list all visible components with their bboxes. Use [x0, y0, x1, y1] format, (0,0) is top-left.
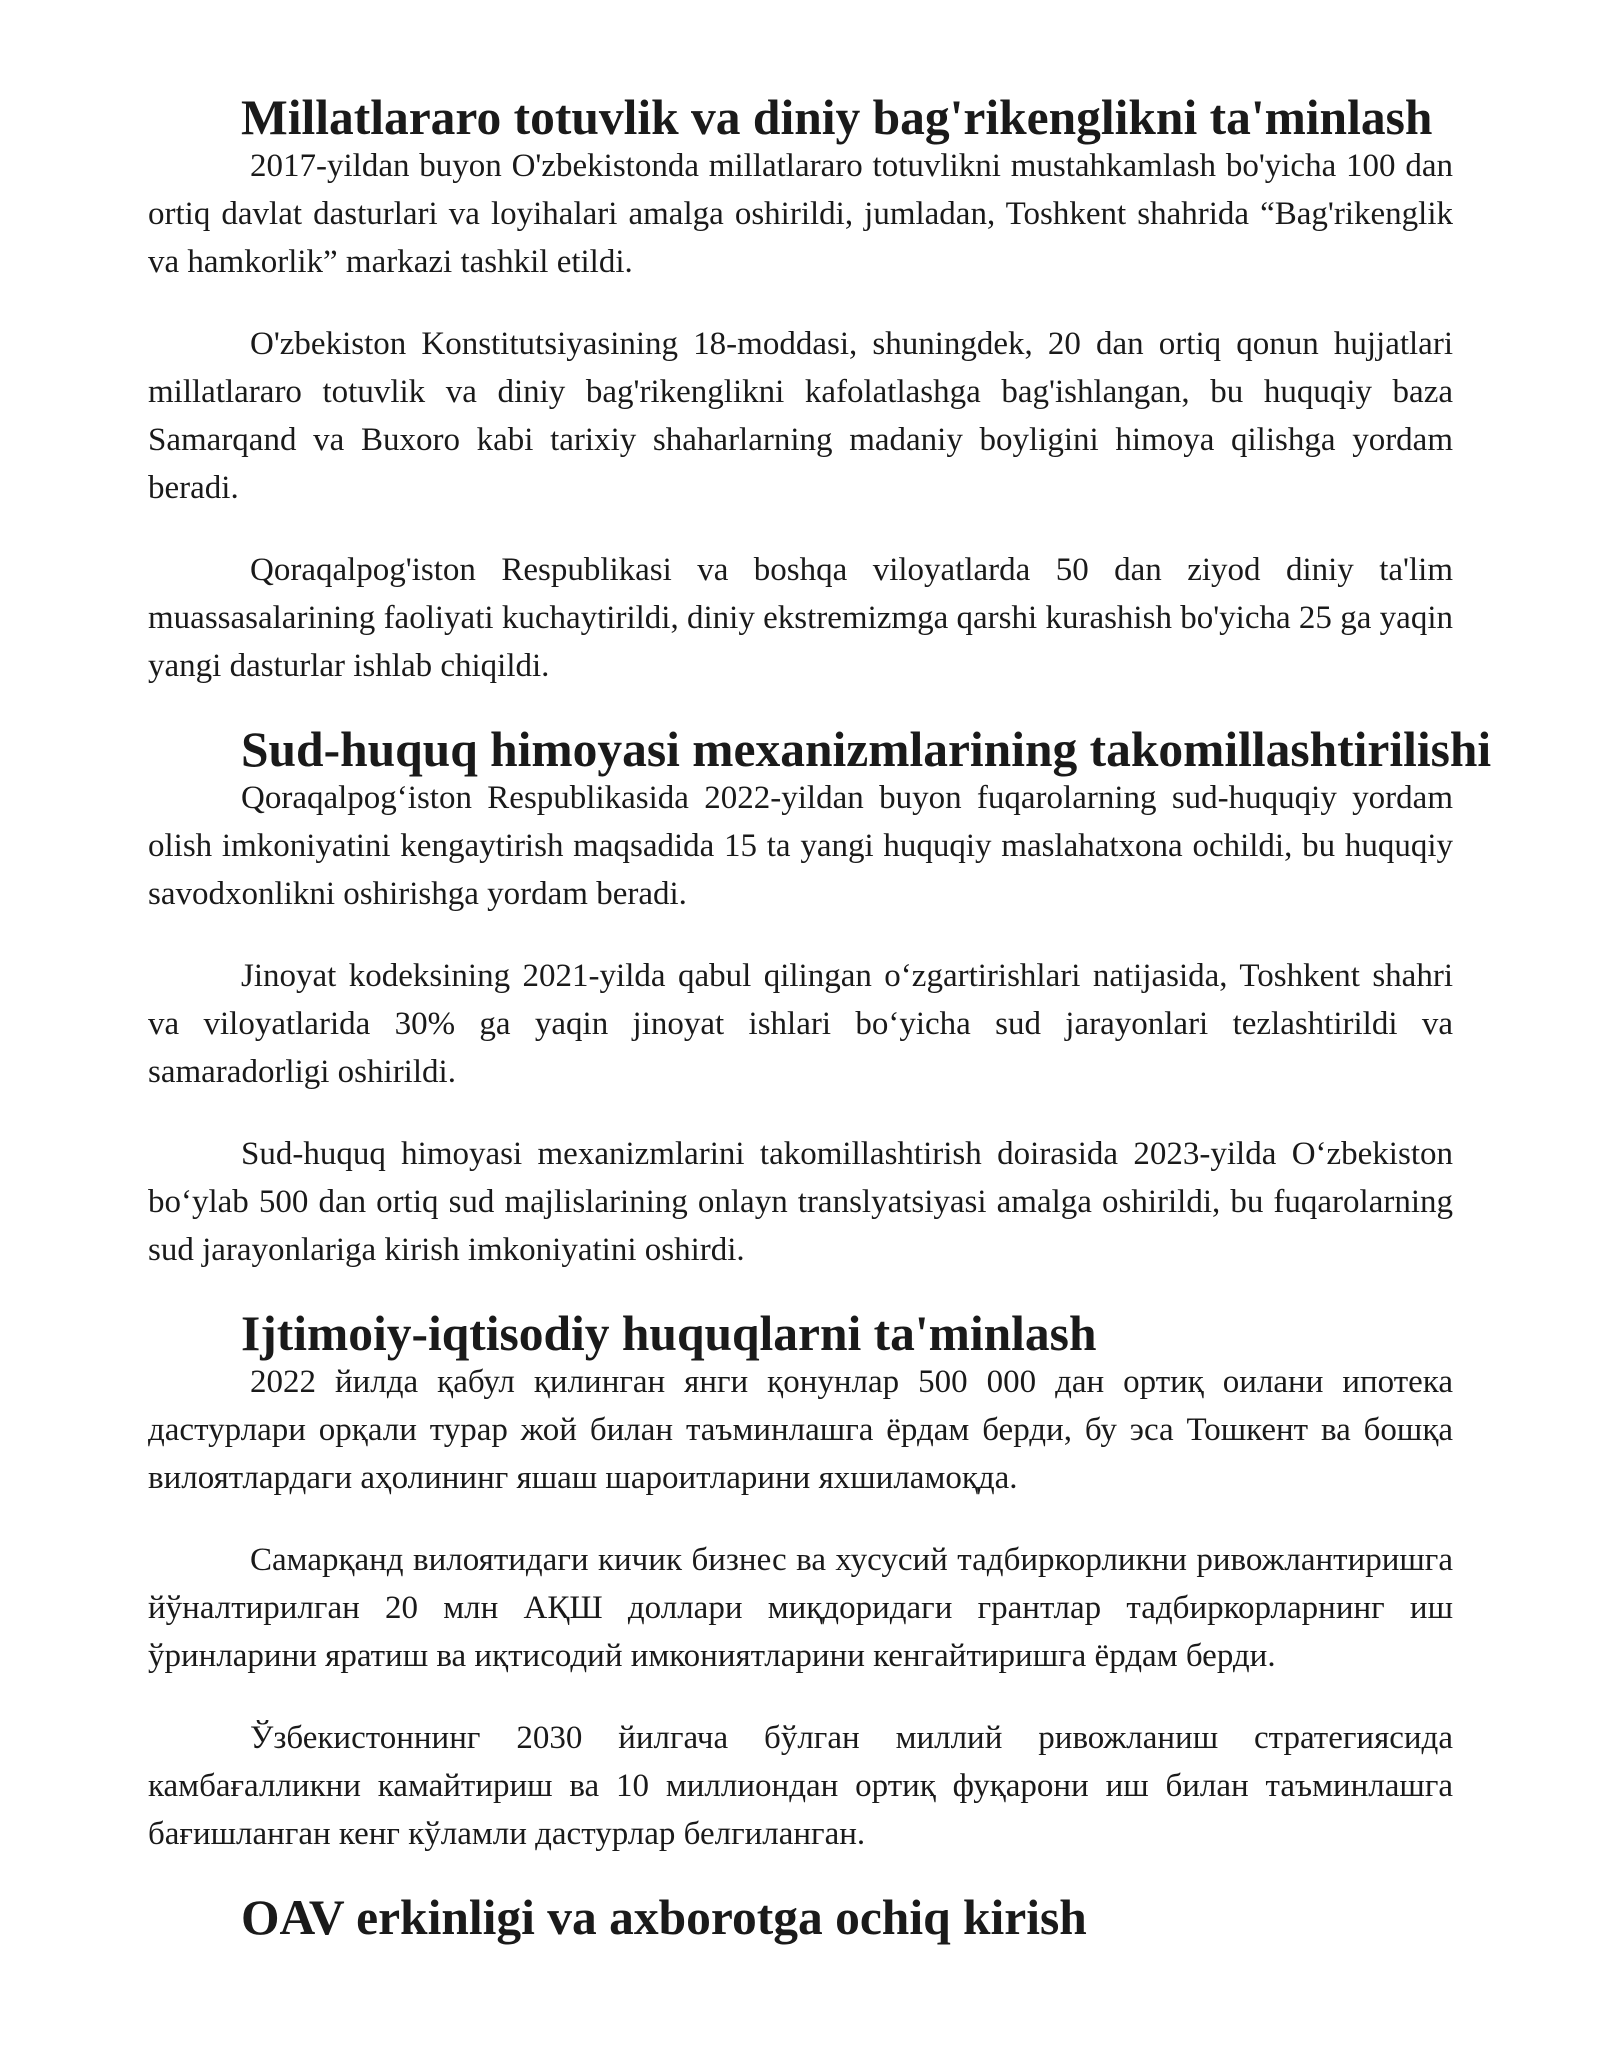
paragraph: 2022 йилда қабул қилинган янги қонунлар 500 000 дан ортиқ оилани ипотека дастурлари орқали турар жой билан таъминлашга ёрдам берди, бу эса Тошкент ва бошқа вилоятлардаги аҳолининг яшаш шароитларини яхшиламоқда.	[148, 1364, 1453, 1496]
paragraph: 2017-yildan buyon O'zbekistonda millatlararo totuvlikni mustahkamlash bo'yicha 100 dan ortiq davlat dasturlari va loyihalari amalga oshirildi, jumladan, Toshkent shahrida “Bag'rikenglik va hamkorlik” markazi tashkil etildi.	[148, 148, 1453, 280]
section-heading: Ijtimoiy-iqtisodiy huquqlarni ta'minlash	[241, 1306, 1097, 1361]
section-heading: OAV erkinligi va axborotga ochiq kirish	[241, 1890, 1087, 1945]
section-heading: Sud-huquq himoyasi mexanizmlarining takomillashtirilishi	[241, 722, 1492, 777]
paragraph: Qoraqalpog‘iston Respublikasida 2022-yildan buyon fuqarolarning sud-huquqiy yordam olish imkoniyatini kengaytirish maqsadida 15 ta yangi huquqiy maslahatxona ochildi, bu huquqiy savodxonlikni oshirishga yordam beradi.	[148, 780, 1453, 912]
section-socio-economic-rights	[148, 1306, 1453, 1858]
paragraph: O'zbekiston Konstitutsiyasining 18-moddasi, shuningdek, 20 dan ortiq qonun hujjatlari millatlararo totuvlik va diniy bag'rikenglikni kafolatlashga bag'ishlangan, bu huquqiy baza Samarqand va Buxoro kabi tarixiy shaharlarning madaniy boyligini himoya qilishga yordam beradi.	[148, 326, 1453, 506]
paragraph: Qoraqalpog'iston Respublikasi va boshqa viloyatlarda 50 dan ziyod diniy ta'lim muassasalarining faoliyati kuchaytirildi, diniy ekstremizmga qarshi kurashish bo'yicha 25 ga yaqin yangi dasturlar ishlab chiqildi.	[148, 552, 1453, 684]
paragraph: Sud-huquq himoyasi mexanizmlarini takomillashtirish doirasida 2023-yilda O‘zbekiston bo‘ylab 500 dan ortiq sud majlislarining onlayn translyatsiyasi amalga oshirildi, bu fuqarolarning sud jarayonlariga kirish imkoniyatini oshirdi.	[148, 1136, 1453, 1268]
document-page	[148, 90, 1492, 1945]
paragraph: Ўзбекистоннинг 2030 йилгача бўлган миллий ривожланиш стратегиясида камбағалликни камайтириш ва 10 миллиондан ортиқ фуқарони иш билан таъминлашга бағишланган кенг кўламли дастурлар белгиланган.	[148, 1720, 1453, 1852]
section-media-freedom	[148, 1890, 1453, 1945]
paragraph: Jinoyat kodeksining 2021-yilda qabul qilingan o‘zgartirishlari natijasida, Toshkent shahri va viloyatlarida 30% ga yaqin jinoyat ishlari bo‘yicha sud jarayonlari tezlashtirildi va samaradorligi oshirildi.	[148, 958, 1453, 1090]
section-judicial-protection	[148, 722, 1492, 1274]
section-heading: Millatlararo totuvlik va diniy bag'rikenglikni ta'minlash	[241, 90, 1433, 145]
section-interethnic-harmony	[148, 90, 1453, 690]
paragraph: Самарқанд вилоятидаги кичик бизнес ва хусусий тадбиркорликни ривожлантиришга йўналтирилган 20 млн АҚШ доллари миқдоридаги грантлар тадбиркорларнинг иш ўринларини яратиш ва иқтисодий имкониятларини кенгайтиришга ёрдам берди.	[148, 1542, 1453, 1674]
